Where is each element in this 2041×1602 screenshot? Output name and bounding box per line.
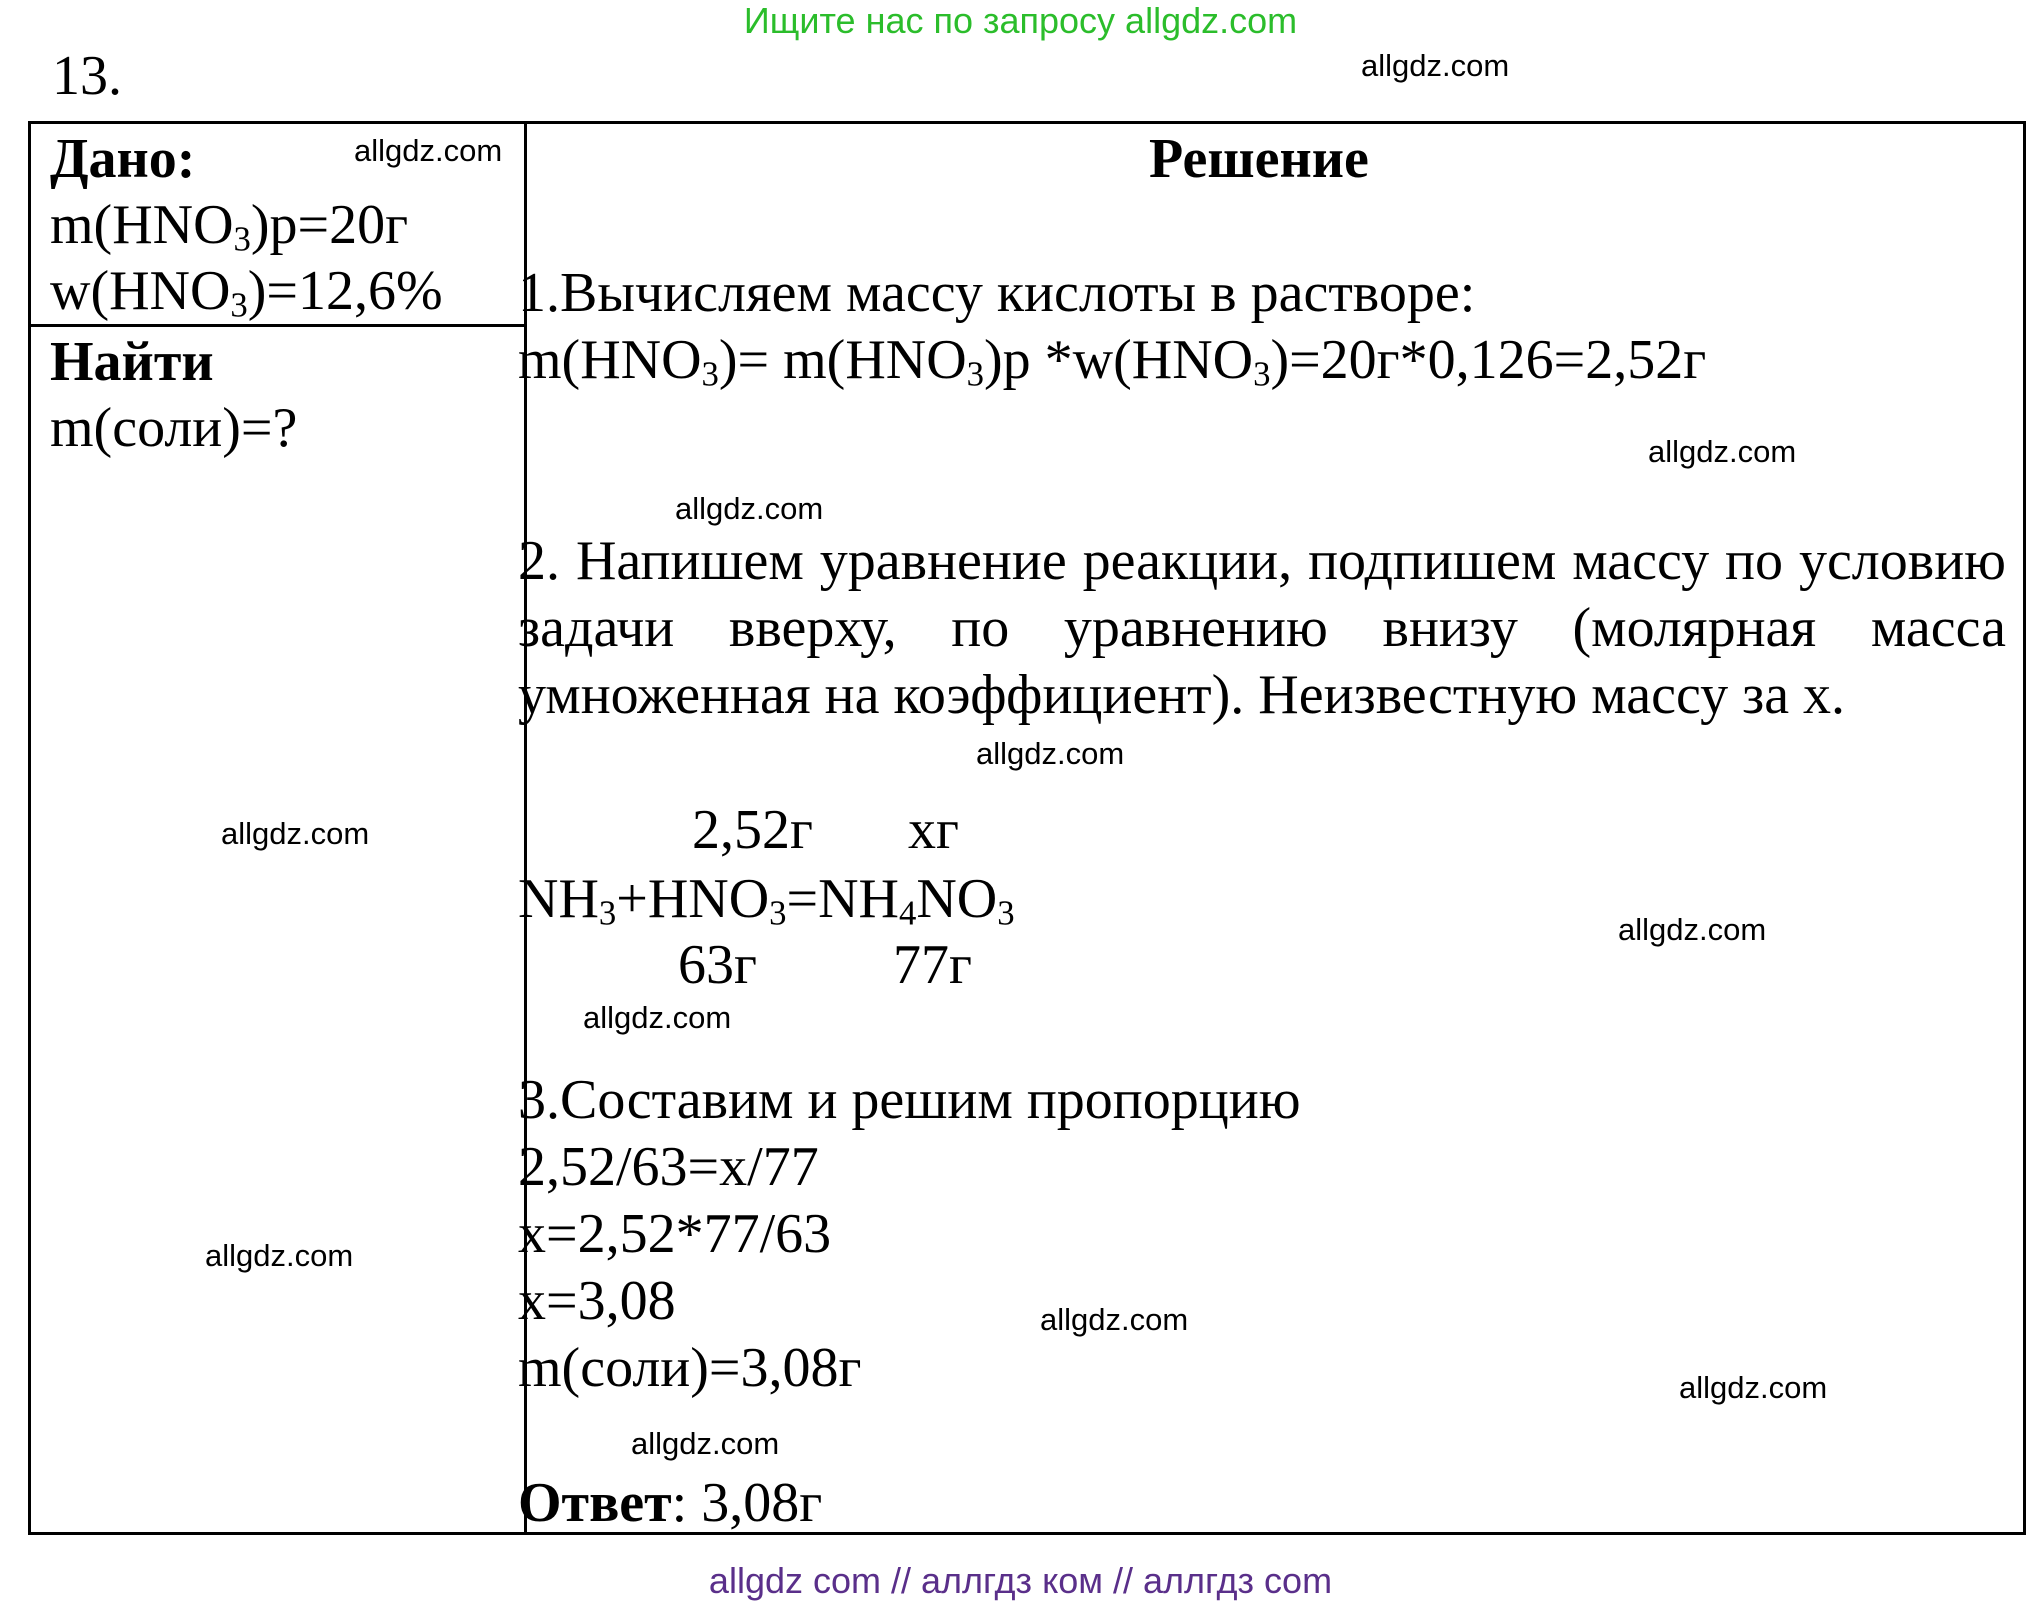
watermark: allgdz.com bbox=[631, 1426, 780, 1461]
reaction-mass-unknown: xг bbox=[908, 799, 959, 861]
bottom-banner: allgdz com // аллгдз ком // аллгдз com bbox=[708, 1560, 1333, 1601]
step2-text: 2. Напишем уравнение реакции, подпишем массу по условию задачи вверху, по уравнению внизу (молярная масса умноженная на коэффициент). Неизвестную массу за x. bbox=[518, 530, 2006, 726]
answer-value: : 3,08г bbox=[671, 1472, 823, 1534]
proportion-line: 2,52/63=x/77 bbox=[518, 1136, 819, 1198]
watermark: allgdz.com bbox=[1679, 1370, 1828, 1405]
reaction-molar-right: 77г bbox=[893, 934, 972, 996]
watermark: allgdz.com bbox=[1361, 48, 1510, 83]
solution-title: Решение bbox=[1149, 128, 1369, 190]
watermark: allgdz.com bbox=[354, 133, 503, 168]
reaction-molar-left: 63г bbox=[678, 934, 757, 996]
watermark: allgdz.com bbox=[1040, 1302, 1189, 1337]
step1-text: 1.Вычисляем массу кислоты в растворе: bbox=[518, 262, 1476, 324]
watermark: allgdz.com bbox=[205, 1238, 354, 1273]
reaction-equation: $NH_3+HNO_3=NH_4NO_3$ bbox=[518, 868, 1015, 933]
find-line: m(соли)=? bbox=[50, 397, 298, 459]
given-line-mass: $m(HNO_3)р=20г$ bbox=[50, 194, 409, 259]
watermark: allgdz.com bbox=[976, 736, 1125, 771]
top-banner: Ищите нас по запросу allgdz.com bbox=[743, 0, 1298, 41]
reaction-mass-given: 2,52г bbox=[692, 799, 813, 861]
step1-formula: $m(HNO_3)= m(HNO_3)р$ $*w(HNO_3)=20г*0,126=2,52г$ bbox=[518, 329, 1707, 394]
watermark: allgdz.com bbox=[1648, 434, 1797, 469]
watermark: allgdz.com bbox=[675, 491, 824, 526]
proportion-line: m(соли)=3,08г bbox=[518, 1337, 862, 1399]
answer-line bbox=[518, 1470, 822, 1536]
answer-label: Ответ bbox=[518, 1472, 672, 1534]
task-number: 13. bbox=[52, 45, 122, 107]
watermark: allgdz.com bbox=[221, 816, 370, 851]
step3-title: 3.Составим и решим пропорцию bbox=[518, 1069, 1301, 1131]
given-title: Дано: bbox=[50, 128, 196, 190]
given-line-fraction: $w(HNO_3)=12,6\%$ bbox=[50, 260, 443, 325]
given-find-divider bbox=[31, 324, 527, 327]
proportion-line: x=2,52*77/63 bbox=[518, 1203, 832, 1265]
watermark: allgdz.com bbox=[1618, 912, 1767, 947]
watermark: allgdz.com bbox=[583, 1000, 732, 1035]
proportion-line: x=3,08 bbox=[518, 1270, 676, 1332]
find-title: Найти bbox=[50, 331, 214, 393]
